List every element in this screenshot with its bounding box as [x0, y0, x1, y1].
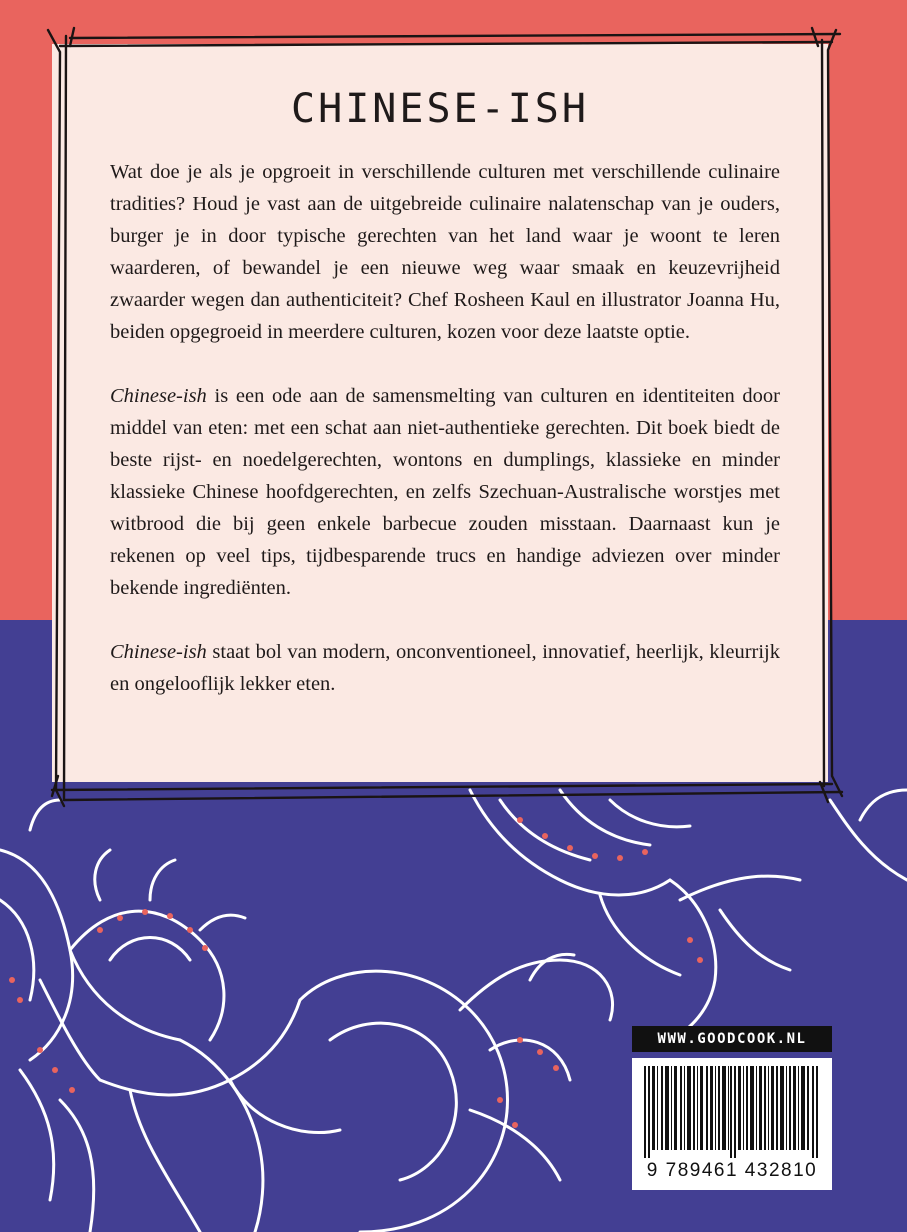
paragraph-intro: Wat doe je als je opgroeit in verschillende culturen met verschillende culinaire tradities? Houd je vast aan de uitgebreide culinaire nalatenschap van je ouders, burger je in door typische gerechten van het land waar je woont te leren waarderen, of bewandel je een nieuwe weg waar smaak en keuzevrijheid zwaarder wegen dan authenticiteit? Chef Rosheen Kaul en illustrator Joanna Hu, beiden opgegroeid in meerdere culturen, kozen voor deze laatste optie.	[110, 161, 780, 343]
book-title: CHINESE-ISH	[291, 86, 589, 132]
paragraph-closing-text: staat bol van modern, onconventioneel, innovatief, heerlijk, kleurrijk en ongelooflijk lekker eten.	[110, 641, 780, 695]
paragraph-description-text: is een ode aan de samensmelting van culturen en identiteiten door middel van eten: met een schat aan niet-authentieke gerechten. Dit boek biedt de beste rijst- en noedelgerechten, wontons en dumplings, klassieke en minder klassieke Chinese hoofdgerechten, en zelfs Szechuan-Australische worstjes met witbrood die bij geen enkele barbecue zouden misstaan. Daarnaast kun je rekenen op veel tips, tijdbesparende trucs en handige adviezen over minder bekende ingrediënten.	[110, 385, 780, 599]
isbn-number: 9 789461 432810	[646, 1160, 818, 1181]
barcode-icon	[644, 1066, 820, 1158]
text-card	[52, 44, 828, 782]
paragraph-closing	[110, 636, 780, 700]
barcode	[632, 1058, 832, 1190]
publisher-url[interactable]: WWW.GOODCOOK.NL	[632, 1026, 832, 1052]
book-name-italic: Chinese-ish	[110, 641, 207, 663]
back-cover-text	[110, 156, 780, 732]
book-name-italic: Chinese-ish	[110, 385, 207, 407]
paragraph-description	[110, 380, 780, 604]
